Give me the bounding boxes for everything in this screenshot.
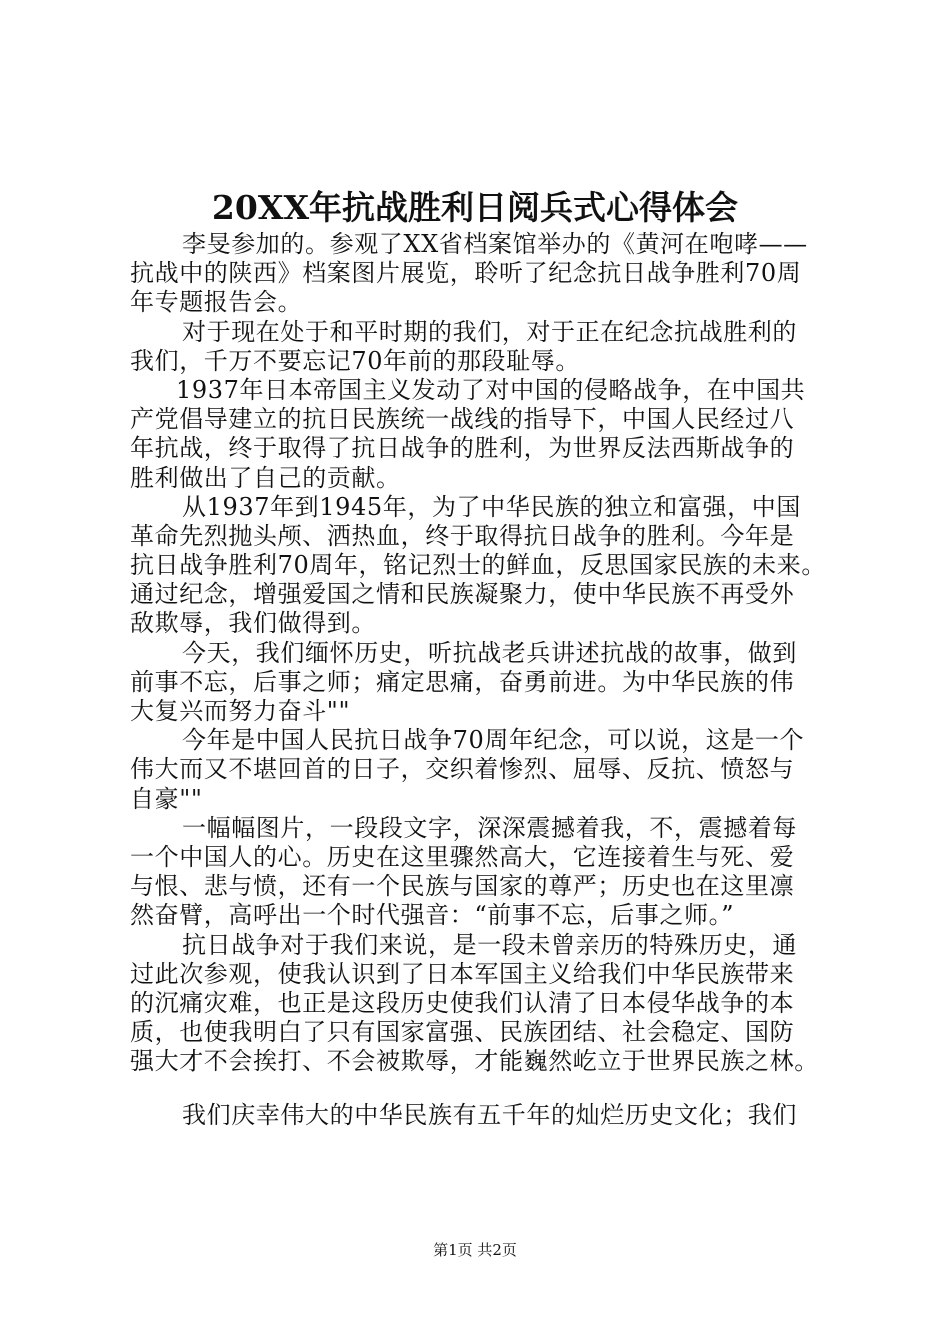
- paragraph-line: 抗战中的陕西》档案图片展览，聆听了纪念抗日战争胜利70周: [130, 259, 802, 288]
- paragraph-line: 从1937年到1945年，为了中华民族的独立和富强，中国: [182, 492, 801, 521]
- paragraph-line: 强大才不会挨打、不会被欺辱，才能巍然屹立于世界民族之林。: [130, 1047, 819, 1076]
- paragraph-line: 大复兴而努力奋斗"": [130, 697, 351, 725]
- paragraph-line: 敌欺辱，我们做得到。: [130, 609, 376, 638]
- paragraph-line: 质，也使我明白了只有国家富强、民族团结、社会稳定、国防: [130, 1018, 795, 1047]
- paragraph-line: 产党倡导建立的抗日民族统一战线的指导下，中国人民经过八: [130, 405, 795, 434]
- paragraph-line: 通过纪念，增强爱国之情和民族凝聚力，使中华民族不再受外: [130, 580, 795, 609]
- paragraph-line: 对于现在处于和平时期的我们，对于正在纪念抗战胜利的: [182, 317, 797, 346]
- paragraph-line: 年抗战，终于取得了抗日战争的胜利，为世界反法西斯战争的: [130, 434, 795, 463]
- paragraph-line: 抗日战争胜利70周年，铭记烈士的鲜血，反思国家民族的未来。: [130, 551, 826, 580]
- paragraph-line: 一个中国人的心。历史在这里骤然高大，它连接着生与死、爱: [130, 842, 795, 871]
- paragraph-line: 然奋臂，高呼出一个时代强音：“前事不忘，后事之师。”: [130, 901, 735, 930]
- document-body: [130, 230, 830, 1131]
- paragraph-line: 与恨、悲与愤，还有一个民族与国家的尊严；历史也在这里凛: [130, 872, 795, 901]
- paragraph-line: 过此次参观，使我认识到了日本军国主义给我们中华民族带来: [130, 959, 795, 988]
- paragraph-line: 的沉痛灾难，也正是这段历史使我们认清了日本侵华战争的本: [130, 988, 795, 1017]
- paragraph-line: 抗日战争对于我们来说，是一段未曾亲历的特殊历史，通: [182, 930, 797, 959]
- paragraph-line: 胜利做出了自己的贡献。: [130, 463, 401, 492]
- paragraph-line: 伟大而又不堪回首的日子，交织着惨烈、屈辱、反抗、愤怒与: [130, 755, 795, 784]
- paragraph-line: 前事不忘，后事之师；痛定思痛，奋勇前进。为中华民族的伟: [130, 667, 795, 696]
- paragraph-line: 一幅幅图片，一段段文字，深深震撼着我，不，震撼着每: [182, 813, 797, 842]
- page-title: 20XX年抗战胜利日阅兵式心得体会: [211, 188, 739, 227]
- paragraph-line: 我们庆幸伟大的中华民族有五千年的灿烂历史文化；我们: [182, 1101, 797, 1130]
- paragraph-line: 李旻参加的。参观了XX省档案馆举办的《黄河在咆哮——: [182, 230, 808, 258]
- paragraph-line: 今天，我们缅怀历史，听抗战老兵讲述抗战的故事，做到: [182, 638, 797, 667]
- paragraph-gap: [130, 1076, 830, 1101]
- paragraph-line: 革命先烈抛头颅、洒热血，终于取得抗日战争的胜利。今年是: [130, 521, 795, 550]
- paragraph-line: 年专题报告会。: [130, 288, 303, 317]
- paragraph-line: 1937年日本帝国主义发动了对中国的侵略战争，在中国共: [176, 375, 806, 404]
- paragraph-line: 自豪"": [130, 784, 203, 813]
- paragraph-line: 我们，千万不要忘记70年前的那段耻辱。: [130, 346, 580, 375]
- page-footer: 第1页 共2页: [433, 1241, 517, 1259]
- paragraph-line: 今年是中国人民抗日战争70周年纪念，可以说，这是一个: [182, 726, 805, 755]
